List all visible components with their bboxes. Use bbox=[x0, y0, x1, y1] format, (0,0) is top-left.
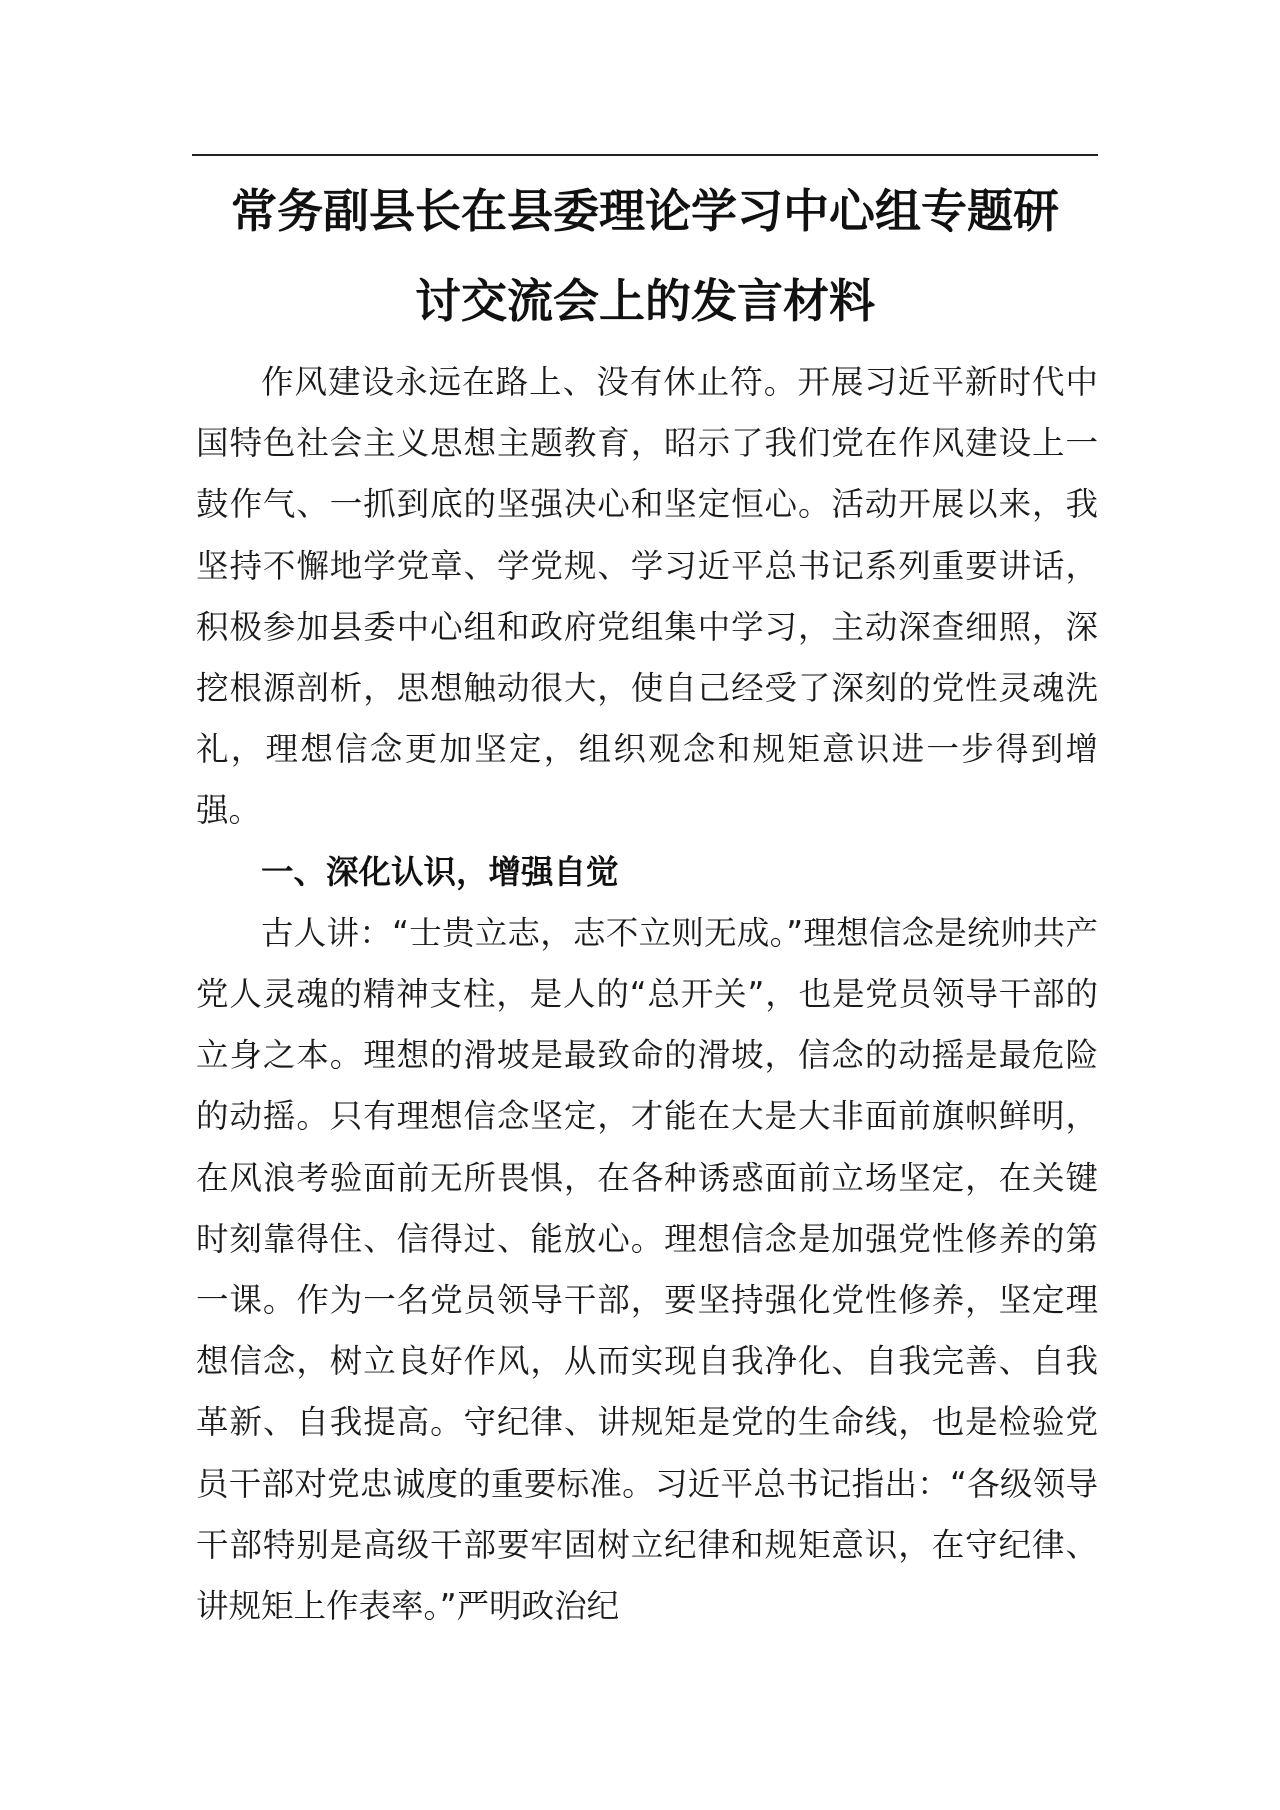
section-1-paragraph: 古人讲：“士贵立志，志不立则无成。”理想信念是统帅共产党人灵魂的精神支柱，是人的“总开关”，也是党员领导干部的立身之本。理想的滑坡是最致命的滑坡，信念的动摇是最危险的动摇。只有理想信念坚定，才能在大是大非面前旗帜鲜明，在风浪考验面前无所畏惧，在各种诱惑面前立场坚定，在关键时刻靠得住、信得过、能放心。理想信念是加强党性修养的第一课。作为一名党员领导干部，要坚持强化党性修养，坚定理想信念，树立良好作风，从而实现自我净化、自我完善、自我革新、自我提高。守纪律、讲规矩是党的生命线，也是检验党员干部对党忠诚度的重要标准。习近平总书记指出：“各级领导干部特别是高级干部要牢固树立纪律和规矩意识，在守纪律、讲规矩上作表率。”严明政治纪 bbox=[196, 913, 1098, 1626]
title-line-2: 讨交流会上的发言材料 bbox=[415, 274, 875, 328]
section-heading-1: 一、深化认识，增强自觉 bbox=[261, 852, 619, 891]
header-rule bbox=[192, 154, 1098, 156]
title-line-1: 常务副县长在县委理论学习中心组专题研 bbox=[231, 184, 1059, 238]
intro-paragraph: 作风建设永远在路上、没有休止符。开展习近平新时代中国特色社会主义思想主题教育，昭示了我们党在作风建设上一鼓作气、一抓到底的坚强决心和坚定恒心。活动开展以来，我坚持不懈地学党章、学党规、学习近平总书记系列重要讲话，积极参加县委中心组和政府党组集中学习，主动深查细照，深挖根源剖析，思想触动很大，使自己经受了深刻的党性灵魂洗礼，理想信念更加坚定，组织观念和规矩意识进一步得到增强。 bbox=[196, 363, 1098, 830]
document-title bbox=[192, 166, 1098, 346]
document-body bbox=[196, 352, 1098, 1637]
